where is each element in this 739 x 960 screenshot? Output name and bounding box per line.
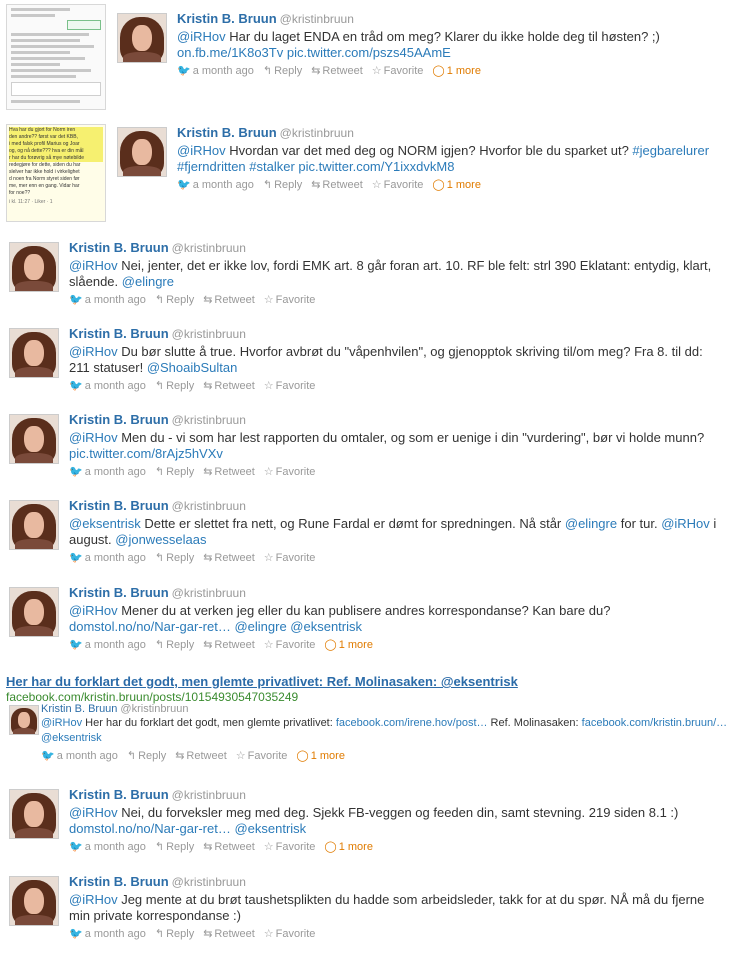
reply-button[interactable]: ↰ Reply	[154, 639, 195, 651]
reply-button[interactable]: ↰ Reply	[154, 294, 195, 306]
tweet-text: Dette er slettet fra nett, og Rune Fardal er dømt for spredningen. Nå står	[140, 516, 565, 531]
author-handle[interactable]: @kristinbruun	[120, 703, 189, 715]
tweet-link[interactable]: @iRHov	[177, 143, 226, 158]
reply-button[interactable]: ↰ Reply	[154, 380, 195, 392]
author-name[interactable]: Kristin B. Bruun	[41, 703, 118, 715]
tweet-body	[177, 143, 717, 175]
tweet-link[interactable]: @ShoaibSultan	[146, 360, 238, 375]
reply-button[interactable]: ↰ Reply	[154, 841, 195, 853]
tweet-link[interactable]: domstol.no/no/Nar-gar-ret… @elingre @eksentrisk	[69, 619, 363, 634]
retweet-button[interactable]: ⇆ Retweet	[203, 841, 255, 853]
star-icon: ☆	[371, 179, 382, 191]
thumb-text-line: r har du forøvrig så mye nøtebilde	[9, 155, 103, 162]
thumb-text-line: redegjøre for dette, siden du har	[9, 162, 81, 168]
tweet-actions	[177, 64, 717, 78]
author-name[interactable]: Kristin B. Bruun	[69, 240, 169, 255]
tweet-link[interactable]: @iRHov	[69, 344, 118, 359]
tweet-text: Nei, du forveksler meg med deg. Sjekk FB-veggen og feeden din, samt stevning. 219 siden 8.1 :)	[117, 805, 679, 820]
avatar[interactable]	[117, 13, 167, 63]
tweet-link[interactable]: @iRHov	[177, 29, 226, 44]
reply-button[interactable]: ↰ Reply	[154, 466, 195, 478]
tweet-actions	[177, 178, 717, 192]
star-icon: ☆	[263, 928, 274, 940]
twitter-bird-icon: 🐦	[69, 294, 83, 306]
reply-icon: ↰	[262, 65, 273, 77]
timestamp[interactable]: 🐦 a month ago	[177, 65, 254, 77]
thumb-text-line: me, mer enn en gang. Vidar har	[9, 183, 80, 189]
tweet-actions	[69, 638, 721, 652]
tweet-link[interactable]: on.fb.me/1K8o3Tv pic.twitter.com/pszs45AAmE	[177, 45, 451, 60]
reply-icon: ↰	[154, 466, 165, 478]
tweet-body	[69, 430, 721, 462]
tweet-link[interactable]: @iRHov	[69, 603, 118, 618]
retweet-icon: ⇆	[203, 294, 213, 306]
retweet-icon: ⇆	[175, 750, 185, 762]
thumb-text-line: den andre?? først var det KBB,	[9, 134, 103, 141]
thumb-text-line: for noe??	[9, 190, 31, 196]
retweet-icon: ⇆	[203, 841, 213, 853]
star-icon: ☆	[263, 466, 274, 478]
tweet-link[interactable]: @eksentrisk	[69, 516, 141, 531]
avatar[interactable]	[9, 242, 59, 292]
retweet-button[interactable]: ⇆ Retweet	[311, 65, 363, 77]
speech-bubble-icon: ◯	[296, 750, 309, 762]
reply-button[interactable]: ↰ Reply	[262, 179, 303, 191]
star-icon: ☆	[263, 552, 274, 564]
tweet-text: Du bør slutte å true. Hvorfor avbrøt du "våpenhvilen", og gjenopptok skriving til/om meg? Fra 8. til dd: 211 statuser!	[69, 344, 703, 375]
retweet-icon: ⇆	[311, 65, 321, 77]
favorite-button[interactable]: ☆ Favorite	[371, 65, 424, 77]
tweet-link[interactable]: @elingre	[121, 274, 174, 289]
avatar[interactable]	[9, 789, 59, 839]
twitter-bird-icon: 🐦	[69, 380, 83, 392]
author-name[interactable]: Kristin B. Bruun	[69, 874, 169, 889]
tweet-actions	[69, 551, 721, 565]
tweet-link[interactable]: @elingre	[564, 516, 618, 531]
tweet-body	[69, 892, 721, 924]
author-name[interactable]: Kristin B. Bruun	[177, 125, 277, 140]
tweet-body	[69, 516, 721, 548]
favorite-button[interactable]: ☆ Favorite	[263, 928, 316, 940]
reply-icon: ↰	[154, 841, 165, 853]
twitter-bird-icon: 🐦	[69, 639, 83, 651]
author-name[interactable]: Kristin B. Bruun	[69, 787, 169, 802]
tweet-link[interactable]: @iRHov	[661, 516, 710, 531]
tweet-text: Jeg mente at du brøt taushetsplikten du hadde som arbeidsleder, takk for at du spør. NÅ må du fjerne min private korrespondanse :)	[69, 892, 705, 923]
tweet-image-thumbnail[interactable]	[6, 4, 106, 110]
star-icon: ☆	[263, 639, 274, 651]
avatar[interactable]	[9, 876, 59, 926]
twitter-bird-icon: 🐦	[69, 928, 83, 940]
tweet-link[interactable]: @iRHov	[41, 717, 83, 729]
tweet-text: Mener du at verken jeg eller du kan publisere andres korrespondanse? Kan bare du?	[117, 603, 611, 618]
tweet-link[interactable]: @iRHov	[69, 805, 118, 820]
author-handle[interactable]: @kristinbruun	[171, 413, 246, 427]
retweet-icon: ⇆	[203, 639, 213, 651]
tweet-actions	[69, 840, 721, 854]
author-name[interactable]: Kristin B. Bruun	[69, 585, 169, 600]
tweet-link[interactable]: @jonwesselaas	[115, 532, 207, 547]
author-handle[interactable]: @kristinbruun	[279, 126, 354, 140]
thumb-text-line: slelver har ikke hold i virkelighet	[9, 169, 80, 175]
retweet-icon: ⇆	[203, 380, 213, 392]
reply-icon: ↰	[154, 552, 165, 564]
timestamp[interactable]: 🐦 a month ago	[177, 179, 254, 191]
more-replies-link[interactable]: ◯ 1 more	[324, 639, 373, 651]
tweet-link[interactable]: facebook.com/irene.hov/post…	[335, 717, 488, 729]
retweet-icon: ⇆	[203, 466, 213, 478]
retweet-button[interactable]: ⇆ Retweet	[203, 639, 255, 651]
timestamp[interactable]: 🐦 a month ago	[69, 466, 146, 478]
tweet-actions	[69, 927, 721, 941]
retweet-button[interactable]: ⇆ Retweet	[203, 928, 255, 940]
twitter-bird-icon: 🐦	[69, 552, 83, 564]
speech-bubble-icon: ◯	[324, 841, 337, 853]
tweet-text: for tur.	[617, 516, 662, 531]
retweet-button[interactable]: ⇆ Retweet	[175, 750, 227, 762]
fb-post-url[interactable]: facebook.com/kristin.bruun/posts/10154930547035249	[6, 690, 299, 704]
tweet-text: Nei, jenter, det er ikke lov, fordi EMK art. 8 går foran art. 10. RF ble felt: strl 390 Eklatant: entydig, klart, slående.	[69, 258, 712, 289]
reply-button[interactable]: ↰ Reply	[154, 928, 195, 940]
author-name[interactable]: Kristin B. Bruun	[69, 412, 169, 427]
author-handle[interactable]: @kristinbruun	[171, 586, 246, 600]
star-icon: ☆	[263, 380, 274, 392]
fb-post-title-link[interactable]: Her har du forklart det godt, men glemte privatlivet: Ref. Molinasaken: @eksentrisk	[6, 674, 518, 689]
author-handle[interactable]: @kristinbruun	[171, 875, 246, 889]
avatar[interactable]	[9, 328, 59, 378]
favorite-button[interactable]: ☆ Favorite	[263, 466, 316, 478]
reply-icon: ↰	[262, 179, 273, 191]
retweet-button[interactable]: ⇆ Retweet	[203, 380, 255, 392]
tweet-body	[177, 29, 717, 61]
twitter-bird-icon: 🐦	[177, 179, 191, 191]
star-icon: ☆	[371, 65, 382, 77]
timestamp[interactable]: 🐦 a month ago	[69, 294, 146, 306]
star-icon: ☆	[235, 750, 246, 762]
retweet-button[interactable]: ⇆ Retweet	[203, 466, 255, 478]
tweet-actions	[69, 465, 721, 479]
tweet-body	[69, 603, 721, 635]
favorite-button[interactable]: ☆ Favorite	[263, 841, 316, 853]
twitter-bird-icon: 🐦	[69, 466, 83, 478]
avatar[interactable]	[9, 500, 59, 550]
tweet-link[interactable]: facebook.com/kristin.bruun/… @eksentrisk	[41, 717, 728, 744]
avatar[interactable]	[9, 414, 59, 464]
tweet-link[interactable]: domstol.no/no/Nar-gar-ret… @eksentrisk	[69, 821, 307, 836]
retweet-icon: ⇆	[203, 928, 213, 940]
reply-icon: ↰	[154, 380, 165, 392]
thumb-text-line: Hva har du gjort for Norm iren	[9, 127, 103, 134]
reply-button[interactable]: ↰ Reply	[126, 750, 167, 762]
avatar[interactable]	[117, 127, 167, 177]
avatar[interactable]	[9, 587, 59, 637]
tweet-link[interactable]: pic.twitter.com/8rAjz5hVXv	[69, 446, 223, 461]
more-replies-link[interactable]: ◯ 1 more	[324, 841, 373, 853]
timestamp[interactable]: 🐦 a month ago	[69, 380, 146, 392]
timestamp[interactable]: 🐦 a month ago	[69, 928, 146, 940]
more-replies-link[interactable]: ◯ 1 more	[296, 750, 345, 762]
author-handle[interactable]: @kristinbruun	[171, 499, 246, 513]
tweet-body	[41, 716, 731, 746]
favorite-button[interactable]: ☆ Favorite	[263, 380, 316, 392]
author-name[interactable]: Kristin B. Bruun	[69, 498, 169, 513]
reply-icon: ↰	[154, 639, 165, 651]
twitter-bird-icon: 🐦	[69, 841, 83, 853]
tweet-body	[69, 805, 721, 837]
tweet-text: Har du laget ENDA en tråd om meg? Klarer du ikke holde deg til høsten? ;)	[225, 29, 660, 44]
tweet-text: Ref. Molinasaken:	[487, 717, 582, 729]
author-handle[interactable]: @kristinbruun	[279, 12, 354, 26]
star-icon: ☆	[263, 294, 274, 306]
tweet-actions	[41, 749, 731, 763]
twitter-bird-icon: 🐦	[41, 750, 55, 762]
tweet-text: Men du - vi som har lest rapporten du omtaler, og som er uenige i din "vurdering", bør vi holde munn?	[117, 430, 705, 445]
speech-bubble-icon: ◯	[432, 179, 445, 191]
retweet-icon: ⇆	[311, 179, 321, 191]
author-handle[interactable]: @kristinbruun	[171, 241, 246, 255]
favorite-button[interactable]: ☆ Favorite	[263, 294, 316, 306]
tweet-link[interactable]: @iRHov	[69, 430, 118, 445]
reply-button[interactable]: ↰ Reply	[154, 552, 195, 564]
favorite-button[interactable]: ☆ Favorite	[263, 552, 316, 564]
author-name[interactable]: Kristin B. Bruun	[69, 326, 169, 341]
tweet-actions	[69, 379, 721, 393]
retweet-button[interactable]: ⇆ Retweet	[203, 552, 255, 564]
thumb-text-line: i med falsk profil Marius og Joar	[9, 141, 103, 148]
tweet-text: Her har du forklart det godt, men glemte privatlivet:	[82, 717, 336, 729]
more-replies-link[interactable]: ◯ 1 more	[432, 65, 481, 77]
author-handle[interactable]: @kristinbruun	[171, 327, 246, 341]
author-handle[interactable]: @kristinbruun	[171, 788, 246, 802]
favorite-button[interactable]: ☆ Favorite	[235, 750, 288, 762]
tweet-body	[69, 344, 721, 376]
reply-icon: ↰	[154, 294, 165, 306]
favorite-button[interactable]: ☆ Favorite	[371, 179, 424, 191]
thumb-text-line: d noen fra Norm styret siden før	[9, 176, 80, 182]
twitter-bird-icon: 🐦	[177, 65, 191, 77]
tweet-link[interactable]: #jegbarelurer #fjerndritten #stalker pic.twitter.com/Y1ixxdvkM8	[177, 143, 710, 174]
retweet-button[interactable]: ⇆ Retweet	[203, 294, 255, 306]
thumb-footer: i kl. 11:27 · Liker · 1	[9, 199, 53, 205]
thumb-text-line: og, og nå dette??? hva er din mål	[9, 148, 103, 155]
tweet-link[interactable]: @iRHov	[69, 258, 118, 273]
timestamp[interactable]: 🐦 a month ago	[69, 552, 146, 564]
speech-bubble-icon: ◯	[432, 65, 445, 77]
reply-button[interactable]: ↰ Reply	[262, 65, 303, 77]
avatar[interactable]	[9, 705, 39, 735]
timestamp[interactable]: 🐦 a month ago	[69, 841, 146, 853]
tweet-actions	[69, 293, 721, 307]
timestamp[interactable]: 🐦 a month ago	[41, 750, 118, 762]
favorite-button[interactable]: ☆ Favorite	[263, 639, 316, 651]
speech-bubble-icon: ◯	[324, 639, 337, 651]
author-name[interactable]: Kristin B. Bruun	[177, 11, 277, 26]
tweet-text: Hvordan var det med deg og NORM igjen? Hvorfor ble du sparket ut?	[225, 143, 633, 158]
reply-icon: ↰	[154, 928, 165, 940]
star-icon: ☆	[263, 841, 274, 853]
retweet-icon: ⇆	[203, 552, 213, 564]
tweet-body	[69, 258, 721, 290]
timestamp[interactable]: 🐦 a month ago	[69, 639, 146, 651]
tweet-text: i august.	[69, 516, 717, 547]
more-replies-link[interactable]: ◯ 1 more	[432, 179, 481, 191]
retweet-button[interactable]: ⇆ Retweet	[311, 179, 363, 191]
reply-icon: ↰	[126, 750, 137, 762]
tweet-image-thumbnail[interactable]	[6, 124, 106, 222]
tweet-link[interactable]: @iRHov	[69, 892, 118, 907]
